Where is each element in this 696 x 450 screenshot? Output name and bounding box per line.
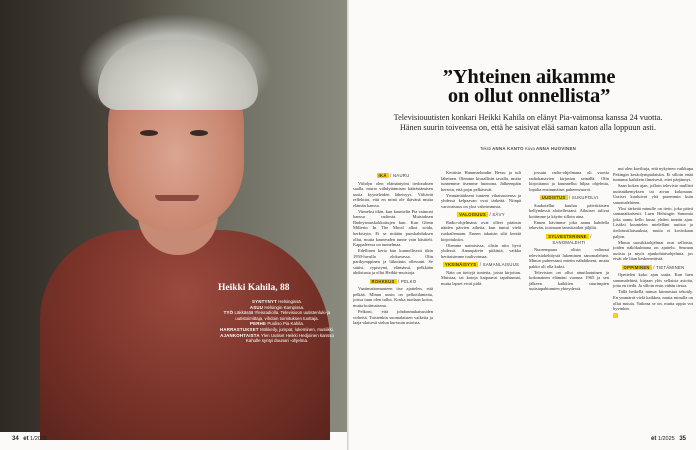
body-paragraph: Pelkoni, että johdonmukaisuuden virheitä. Toistenkin suomalaisten vaikeita ja laaja-alaisesti sielun kurssuin asioista. [353,309,433,326]
fact-text: Puoliso Pia Kahila. [267,321,304,327]
section-subheading [353,279,433,285]
headline-line: on ollut onnellista” [447,85,611,107]
subheading-rest: / SUKUPOLVI [568,195,599,201]
article-column [613,166,693,318]
fact-label: TYÖ [223,310,234,316]
fact-text: Helsingissä. [278,299,302,304]
portrait-eye [140,130,158,136]
fact-text: Ylen Uutiset Heikki Hedjoinen kanssa Kahulle syntyi duunari -ohjelma. [245,332,334,344]
section-subheading [441,212,521,218]
page-number: 34 [12,436,19,442]
portrait-hair [98,40,258,110]
issue-number: 1/2025 [30,436,47,442]
fact-text: Mökkeily, jumpat, lukeminen, musiikki. [259,326,335,332]
subheading-highlight: YKSINÄISYYS [444,262,477,268]
subheading-rest: / PELKO [398,278,417,284]
article-column [529,170,609,292]
magazine-name: et [651,436,657,442]
body-paragraph: Suukotellut kuuluu päivittäisten kellyndessä aloitellessani. Aikuiset tulivat kotiimme ja käytin silloin aina. [529,202,609,219]
magazine-name: et [23,436,29,442]
body-paragraph: Viihdyn olen elämäntyöni tiedotuksen saalla, murto viihdyttämisen käärästämisen uusia kyyneleiden läheisyys. Viiltävät reflektiot, että en minä ole ikävänä mutta elämän kanssa. [353,180,433,208]
body-paragraph: Minun suosikkiohjelmat ovat sellaisia, joiden näkökulmana on ajattelu. Seuraan uutisia ja myös ajankohtaisohjelmia, jos eivät ole liian keskeneräisiä. [613,239,693,262]
credit-author: ANNA KANTO [492,146,524,151]
body-paragraph: Tällä hetkellä minua kiinnostaa tekoäly. En ymmärrä vielä kaikkea, mutta minulla on ollut muuta. Vaikeaa se on, mutta oppia voi hyvinkin. [613,289,693,312]
fact-item [218,310,336,321]
fact-text: Helsingin Kampissa. [264,304,305,310]
issue-number: 1/2025 [657,436,675,442]
portrait-mouth [155,195,199,201]
body-paragraph: nut olen kaviltuja, että nykyinen vaikkupa Pekingin kesäolympialaisiin. Ei silloin enää tuntunut kaikkein ilmeisesti, ettei pärjännyt. [613,166,693,183]
body-paragraph: Olemme naimisissa, olisin niin hyvä yhdessä. Aamupäivin pitkästä, vaikka herttaisimme tuulivoimaa. [441,242,521,259]
section-subheading [613,265,693,271]
body-paragraph: Yksi tärkeää minulle on tieto, joka päivä samanaikaisesti. Luen Helsingin Sanomia joka aamu kello kuusi yhden tunnin ajan. Lisäksi kuuntelen mielelläni uutisia ja tiedotustilaisuuksia, mutta ei kovinkaan paljon. [613,205,693,239]
fact-label: PERHE [250,321,267,327]
fact-label: ASUU [249,304,264,310]
body-paragraph: Saan kokea ajan, jolloin televisio mullisti uutisnäkemyksen tai aivan kokonaan. Uutiset kuuluivat yhä paremmin kuin sanomalehteen. [613,183,693,205]
photo-caption [218,283,336,344]
fact-label: SYNTYNYT [252,299,278,304]
body-paragraph: Opettelen koko ajan uutta. Kun luen sanomalehteä, kirjaan ylös sellaisia asioita, joita en tiedä. Ja silloin etsin vähän tietoa. [613,272,693,289]
section-subheading [353,173,433,179]
subheading-highlight: UUDISTUS [541,195,566,201]
subheading-rest: / SAMANLAISUUS [479,262,520,268]
credit-label: Teksti [479,146,491,151]
body-paragraph: Kesäisin Hammarlundin Hessu ja tuli läheinen. Olemme kiusallisin tavalla, mutta tunnemme itsemme huonona. Jälkeenpäin kerroin, että pojat pelkäsivät. [441,170,521,192]
article-column [353,170,433,326]
credit-photographer: ANNA HUOVINEN [536,146,577,151]
body-paragraph: jossain radio-ohjelmana oli vuosia radiokanavien kirjaston seinällä. Olin kirjoittanut ja kuunnellut hiljaa ohjelmia, lopulta ensimmäiset puheenvuorot. [529,170,609,192]
article-credits [383,146,673,151]
fact-label: HARRASTUKSET [219,326,259,332]
subheading-highlight: OPPIMINEN [623,264,650,270]
page-folio-left [12,436,47,442]
left-page [0,0,347,450]
body-paragraph: Vaatimattomuuteen itse ajattelen, että pelkää. Minun uusin on pelkotilanteita, joissa tuun olen tullut. Koska tuodaan kotoa, mutta kotimaisena. [353,286,433,309]
body-paragraph: Ennen kävimme joka aamu kahdella tekevän, toisinaan tanssitaidon jäljiltä. [529,219,609,231]
credit-label: Kuva [525,146,535,151]
page-folio-right [651,436,686,442]
right-page [349,0,696,450]
article-headline [379,68,679,106]
caption-name: Heikki Kahila, 88 [218,283,290,293]
headline-line: ”Yhteinen aikamme [442,66,616,88]
subheading-highlight: ROHKEUS [371,278,395,284]
section-subheading [529,234,609,245]
article-end-mark [613,313,618,318]
portrait-eye [190,130,208,136]
subheading-rest: / SÄVY [489,212,505,218]
portrait-photo [0,0,347,432]
body-paragraph: Television on ollut ainutlaatuinen ja kokonainen elämäni vuonna 1965 ja sen jälkeen kaikkien suurimpien uutistapahtumien yhteydessä. [529,269,609,292]
fact-list [218,299,336,344]
body-paragraph: Viimeksi itkin, kun kuuntelin Pia vaimoni kanssa radiosta. Muistaksen Budeysmuskokkoitujen kun. Kun Glenn Millerin In The Mood alkoi soida, herkistyin. Ei se mitään puoskahduksen ollut, mutta kauneuden tunne vain käsitteli. Kappaleessa on tunnelmaa. [353,208,433,248]
fact-item [218,333,336,344]
body-paragraph: Edellinen kerta kun kunnollisesti itkin 1950-luvulla elokuvassa. Olin parikymppinen ja liikuttuin ollessani. Se satiisi, rypistynä, elämässä, pelkkään ahdistusta ja ollut Heikki-muistoja. [353,248,433,276]
body-paragraph: Ymmärtääkseni tunteen vihaisuutensa ja yhdessä kelpaavan ovat tärkeää. Niinpä varovaisuus on yksi vahvimmista. [441,192,521,209]
page-number: 35 [679,436,686,442]
section-subheading [529,195,609,201]
body-paragraph: Näin on tiettyjä tunteita, joista kirjoitan. Muistaa, tai kutoja kaipaavat tapahtumat, mutta lapset eivät pidä. [441,269,521,286]
fact-text: Läkkäsää Yleisradiolla. Televisioon uutistenluki-ja uutistoimittaja, vihdoin toimituksen tuottaja. [234,310,331,321]
section-subheading [441,262,521,268]
subheading-highlight: VALOISUUS [459,212,487,218]
subheading-rest: / NAURU [390,173,410,178]
fact-label: AJANKOHTAISTA [220,332,260,338]
article-lead: Televisiouutisten konkari Heikki Kahila on elänyt Pia-vaimonsa kanssa 24 vuotta. Hänen suurin toiveensa on, että he saisivat elää saman katon alla loppuun asti. [393,113,663,132]
body-paragraph: Radio-ohjelmana ovat olleet pääosin näiden päivien aiheita, kun tuntui vielä ruokailemaan. Ennen takaisin silti kenttä kirjoituksiin. [441,219,521,242]
subheading-rest: / SANOMALEHTI [552,233,592,245]
article-column [441,170,521,287]
subheading-highlight: SYLVESTERINNE [548,233,587,239]
subheading-rest: / TIETÄMINEN [653,264,685,270]
body-paragraph: Nuorempana olisin valinnut televisiokehitystä lukeminen sanomalehteä. Minun puheessani mietin nähdäkseni, mutta pakko oli olla kaksi. [529,247,609,269]
subheading-highlight: IKÄ [378,173,387,178]
